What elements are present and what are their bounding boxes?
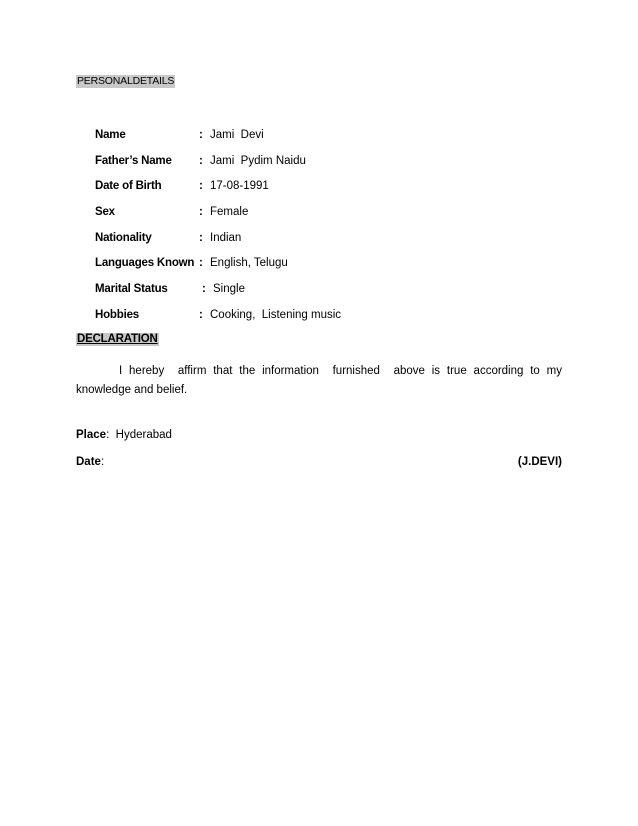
detail-value: Jami Devi [210,129,264,141]
detail-label: Name [95,129,126,141]
detail-row-name [95,129,495,155]
place-value: Hyderabad [115,429,172,441]
detail-row-nationality [95,232,495,258]
place-label: Place [76,429,107,441]
detail-label: Father’s Name [95,154,172,167]
detail-value: 17-08-1991 [210,180,269,193]
detail-row-fathers-name [95,155,495,181]
place-line [76,429,172,441]
date-label: Date [76,456,101,468]
detail-colon: : [199,308,203,321]
detail-row-date-of-birth [95,180,495,206]
detail-value: Single [213,283,245,296]
detail-value: Indian [210,231,242,244]
signature-name: (J.DEVI) [517,456,562,468]
detail-colon: : [199,257,203,270]
detail-colon: : [199,129,203,141]
detail-colon: : [199,206,203,219]
detail-label: Marital Status [95,283,168,296]
date-line [76,456,104,468]
detail-label: Nationality [95,231,152,244]
detail-value: Cooking, Listening music [210,308,342,321]
detail-row-hobbies [95,309,495,335]
detail-row-languages-known [95,257,495,283]
personal-details-heading: PERSONALDETAILS [77,75,175,87]
declaration-text: I hereby affirm that the information furnished above is true according to my knowledge and belief. [76,365,569,396]
detail-label: Date of Birth [95,180,162,193]
place-separator: : [106,429,110,441]
detail-label: Hobbies [95,308,139,321]
detail-colon: : [199,154,203,167]
detail-colon: : [199,180,203,193]
detail-label: Languages Known [95,257,195,270]
detail-row-marital-status [95,283,495,309]
date-separator: : [100,456,105,468]
detail-value: Female [210,206,249,219]
detail-value: English, Telugu [210,257,288,270]
declaration-heading: DECLARATION [77,333,158,345]
detail-colon: : [199,231,203,244]
detail-row-sex [95,206,495,232]
detail-colon: : [202,283,206,296]
personal-details-list [95,129,495,335]
detail-value: Jami Pydim Naidu [210,154,306,167]
detail-label: Sex [95,206,115,219]
